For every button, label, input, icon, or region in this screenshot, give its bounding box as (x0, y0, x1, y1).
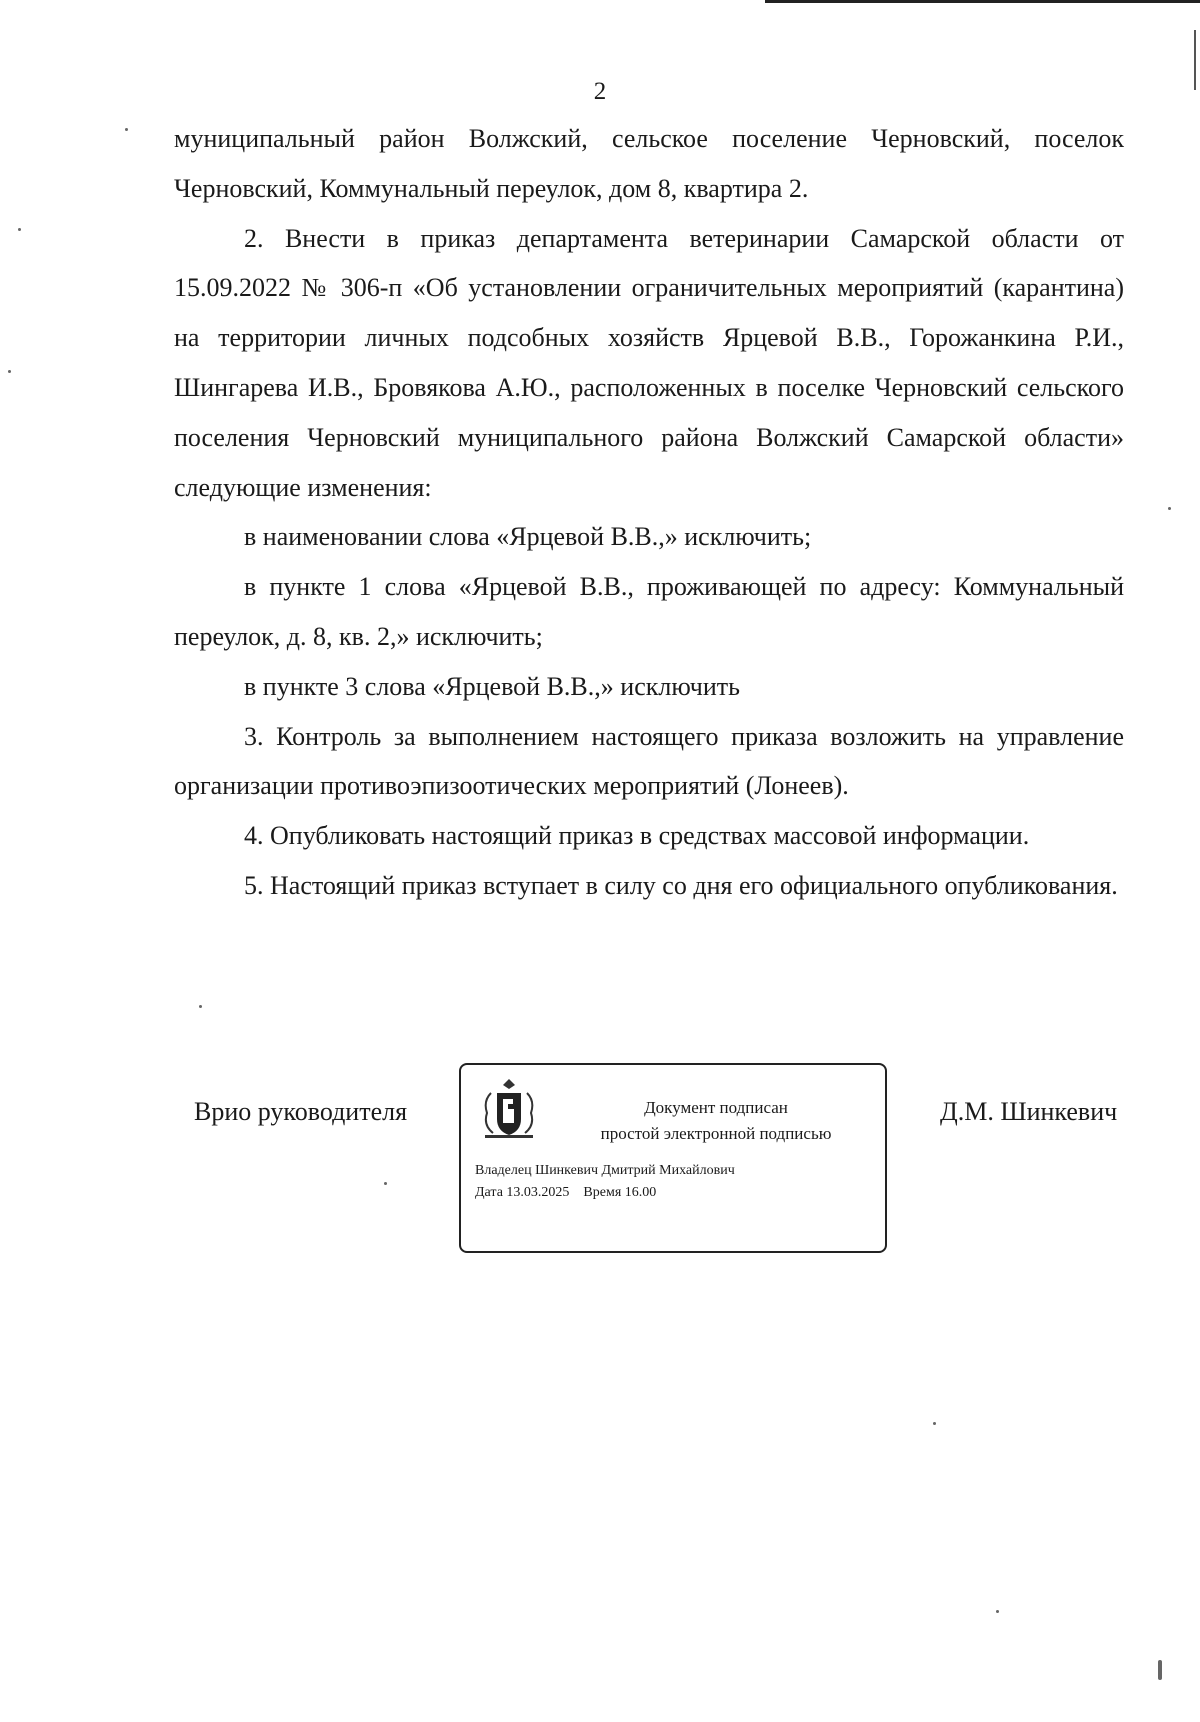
scan-speck (8, 370, 11, 373)
paragraph-item-4: 4. Опубликовать настоящий приказ в средствах массовой информации. (244, 821, 1030, 851)
electronic-signature-stamp (459, 1063, 887, 1253)
paragraph-item-3: 3. Контроль за выполнением настоящего приказа возложить на управление организации противоэпизоотических мероприятий (Лонеев). (174, 721, 1124, 801)
scan-speck (199, 1005, 202, 1008)
page-number: 2 (593, 78, 607, 105)
scan-speck (125, 128, 128, 131)
stamp-title-line-2: простой электронной подписью (600, 1124, 832, 1143)
signer-name: Д.М. Шинкевич (940, 1097, 1118, 1126)
scan-speck (18, 228, 21, 231)
scan-speck (1158, 1660, 1162, 1680)
paragraph-change-point-1: в пункте 1 слова «Ярцевой В.В., проживающей по адресу: Коммунальный переулок, д. 8, кв. 2,» исключить; (174, 572, 1124, 651)
stamp-title-line-1: Документ подписан (644, 1098, 788, 1117)
top-edge-rule (765, 0, 1200, 3)
paragraph-change-name: в наименовании слова «Ярцевой В.В.,» исключить; (244, 522, 812, 552)
signer-position: Врио руководителя (194, 1097, 408, 1126)
scan-speck (384, 1182, 387, 1185)
paragraph-change-point-3: в пункте 3 слова «Ярцевой В.В.,» исключить (244, 671, 740, 701)
stamp-date-time: Дата 13.03.2025 Время 16.00 (475, 1185, 657, 1200)
paragraph-address-continuation: муниципальный район Волжский, сельское поселение Черновский, поселок Черновский, Коммунальный переулок, дом 8, квартира 2. (174, 124, 1124, 203)
scan-speck (933, 1422, 936, 1425)
samara-coat-of-arms-icon (479, 1075, 539, 1141)
paragraph-item-2: 2. Внести в приказ департамента ветеринарии Самарской области от 15.09.2022 № 306-п «Об установлении ограничительных мероприятий (карантина) на территории личных подсобных хозяйств Ярцевой В.В., Горожанкина Р.И., Шингарева И.В., Бровякова А.Ю., расположенных в поселке Черновский сельского поселения Черновский муниципального района Волжский Самарской области» следующие изменения: (174, 223, 1124, 502)
scan-speck (1168, 507, 1171, 510)
document-body (174, 114, 1124, 911)
stamp-owner: Владелец Шинкевич Дмитрий Михайлович (475, 1163, 735, 1178)
paragraph-item-5: 5. Настоящий приказ вступает в силу со дня его официального опубликования. (244, 870, 1118, 900)
stamp-title (551, 1095, 881, 1147)
scan-speck (996, 1610, 999, 1613)
